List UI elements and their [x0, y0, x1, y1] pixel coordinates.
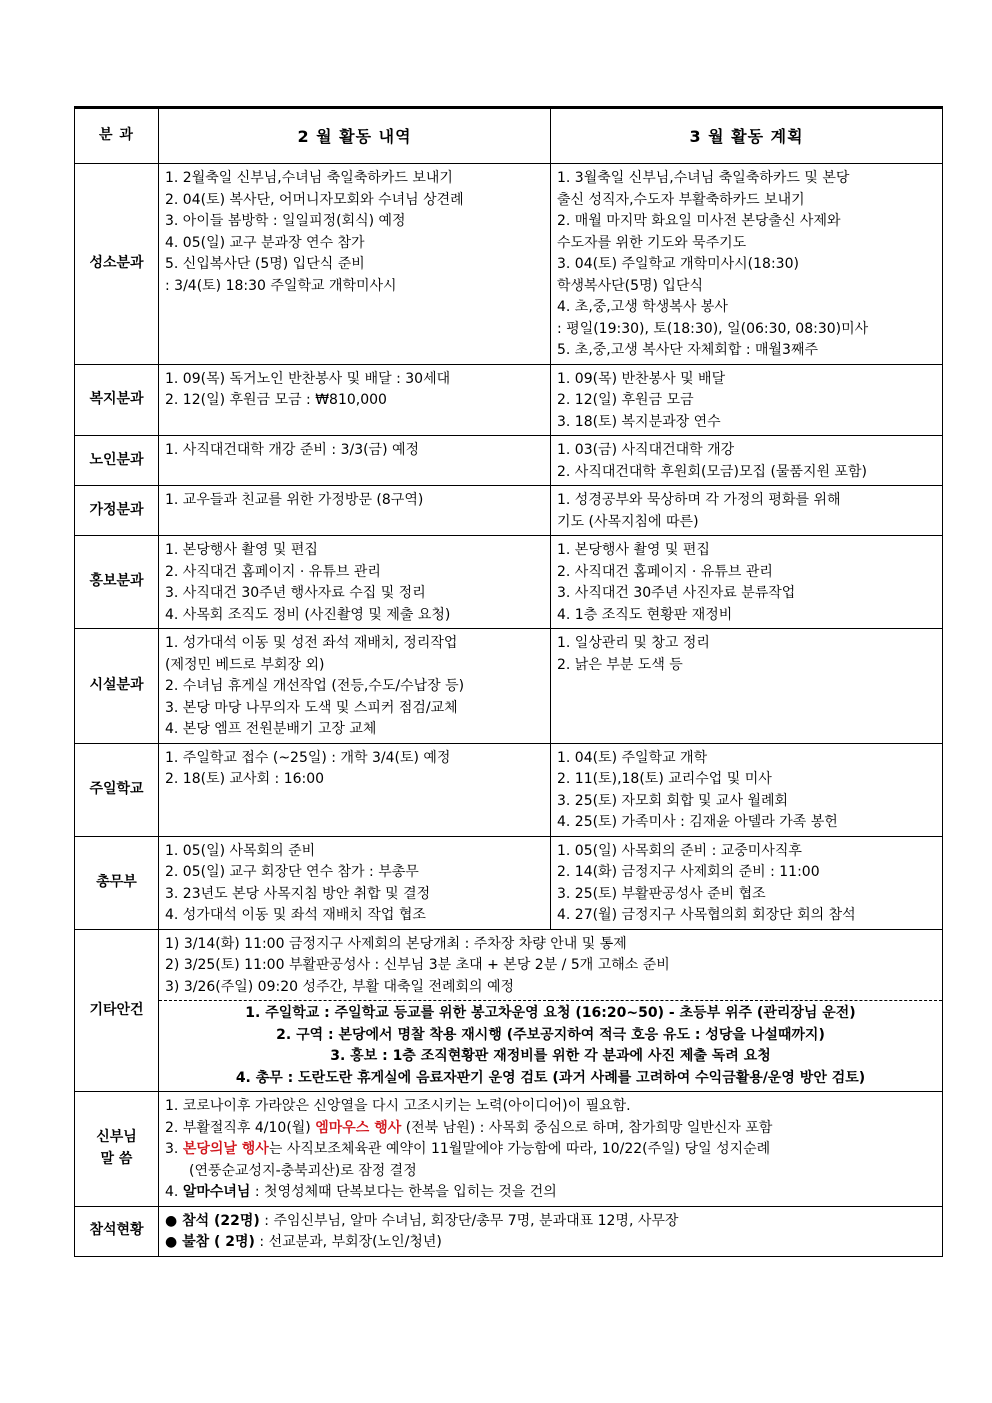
list-item: 1. 성가대석 이동 및 성전 좌석 재배치, 정리작업	[165, 635, 458, 651]
list-item: 3. 아이들 봄방학 : 일일피정(회식) 예정	[165, 213, 406, 229]
priest-remark-1: 1. 코로나이후 가라앉은 신앙열을 다시 고조시키는 노력(아이디어)이 필요함.	[165, 1098, 631, 1114]
list-item: 학생복사단(5명) 입단식	[557, 277, 703, 294]
header-february: 2 월 활동 내역	[159, 108, 551, 164]
list-item: 1. 09(목) 독거노인 반찬봉사 및 배달 : 30세대	[165, 370, 451, 387]
list-item: 4. 본당 엠프 전원분배기 고장 교체	[165, 721, 377, 737]
february-activities	[159, 743, 551, 836]
list-item: 3. 04(토) 주일학교 개학미사시(18:30)	[557, 256, 799, 272]
header-division: 분 과	[75, 108, 159, 164]
priest-label-line2: 말 씀	[100, 1150, 133, 1167]
list-item: 1. 09(목) 반찬봉사 및 배달	[557, 370, 726, 387]
priest-remark-4	[165, 1182, 936, 1204]
march-plans	[551, 486, 943, 536]
table-row	[75, 486, 943, 536]
header-march: 3 월 활동 계획	[551, 108, 943, 164]
list-item: 1. 04(토) 주일학교 개학	[557, 749, 708, 766]
list-item: 4. 초,중,고생 학생복사 봉사	[557, 299, 728, 315]
march-plans	[551, 364, 943, 436]
march-plans	[551, 629, 943, 744]
priest-label	[75, 1092, 159, 1207]
table-row	[75, 629, 943, 744]
list-item: 1. 사직대건대학 개강 준비 : 3/3(금) 예정	[165, 442, 420, 458]
misc-bottom-items	[159, 1001, 943, 1092]
department-name: 노인분과	[75, 436, 159, 486]
march-plans	[551, 743, 943, 836]
priest-remark-2-b: (전북 남원) : 사목회 중심으로 하며, 참가희망 일반신자 포함	[401, 1119, 773, 1136]
february-activities	[159, 836, 551, 929]
list-item: 2. 낡은 부분 도색 등	[557, 656, 683, 673]
list-item: 2. 구역 : 본당에서 명찰 착용 재시행 (주보공지하여 적극 호응 유도 : 성당을 나설때까지)	[276, 1026, 825, 1043]
list-item: : 평일(19:30), 토(18:30), 일(06:30, 08:30)미사	[557, 320, 869, 337]
priest-remark-3-b: 는 사직보조체육관 예약이 11월말에야 가능함에 따라, 10/22(주일) 당일 성지순례	[268, 1141, 771, 1157]
table-header-row	[75, 108, 943, 164]
list-item: 4. 05(일) 교구 분과장 연수 참가	[165, 234, 365, 251]
list-item: 1. 05(일) 사목회의 준비	[165, 842, 316, 859]
list-item: : 3/4(토) 18:30 주일학교 개학미사시	[165, 277, 397, 294]
list-item: 2. 05(일) 교구 회장단 연수 참가 : 부총무	[165, 864, 419, 880]
department-name: 홍보분과	[75, 536, 159, 629]
attendance-present-label: ● 참석 (22명)	[165, 1212, 260, 1229]
list-item: 1. 03(금) 사직대건대학 개강	[557, 442, 735, 458]
list-item: 4. 25(토) 가족미사 : 김재윤 아델라 가족 봉헌	[557, 814, 838, 830]
list-item: 5. 초,중,고생 복사단 자체회합 : 매월3째주	[557, 342, 818, 358]
february-activities	[159, 164, 551, 365]
list-item: 1. 주일학교 : 주일학교 등교를 위한 봉고차운영 요청 (16:20~50) - 초등부 위주 (관리장님 운전)	[245, 1005, 856, 1021]
list-item: 4. 성가대석 이동 및 좌석 재배치 작업 협조	[165, 907, 426, 923]
priest-remark-4-b: : 첫영성체때 단복보다는 한복을 입히는 것을 건의	[250, 1184, 557, 1200]
list-item: 1. 본당행사 촬영 및 편집	[557, 542, 710, 558]
attendance-absent-text: : 선교분과, 부회장(노인/청년)	[254, 1234, 442, 1250]
attendance-absent-label: ● 불참 ( 2명)	[165, 1234, 255, 1250]
meeting-minutes-table	[74, 106, 943, 1257]
department-name: 시설분과	[75, 629, 159, 744]
list-item: 2. 사직대건 홈페이지 · 유튜브 관리	[557, 563, 773, 580]
department-name: 주일학교	[75, 743, 159, 836]
list-item: 3. 25(토) 자모회 회합 및 교사 월례회	[557, 792, 789, 809]
february-activities	[159, 364, 551, 436]
sister-alma-name: 알마수녀님	[182, 1184, 251, 1200]
list-item: 1. 본당행사 촬영 및 편집	[165, 542, 318, 558]
list-item: 4. 27(월) 금정지구 사목협의회 회장단 회의 참석	[557, 907, 856, 923]
list-item: 수도자를 위한 기도와 묵주기도	[557, 234, 747, 251]
list-item: 3. 홍보 : 1층 조직현황판 재정비를 위한 각 분과에 사진 제출 독려 요청	[330, 1048, 771, 1064]
february-activities	[159, 629, 551, 744]
list-item: 1) 3/14(화) 11:00 금정지구 사제회의 본당개최 : 주차장 차량 안내 및 통제	[165, 935, 627, 952]
department-name: 총무부	[75, 836, 159, 929]
march-plans	[551, 536, 943, 629]
list-item: 2. 매월 마지막 화요일 미사전 본당출신 사제와	[557, 213, 841, 229]
list-item: 3. 사직대건 30주년 사진자료 분류작업	[557, 585, 796, 601]
list-item: 5. 신입복사단 (5명) 입단식 준비	[165, 256, 365, 272]
attendance-row	[75, 1206, 943, 1256]
attendance-details	[159, 1206, 943, 1256]
list-item: 4. 사목회 조직도 정비 (사진촬영 및 제출 요청)	[165, 606, 451, 623]
list-item: 4. 1층 조직도 현황판 재정비	[557, 606, 733, 623]
department-name: 가정분과	[75, 486, 159, 536]
misc-row-bottom	[75, 1001, 943, 1092]
list-item: 1. 성경공부와 묵상하며 각 가정의 평화를 위해	[557, 492, 841, 508]
attendance-present	[165, 1211, 936, 1233]
list-item: 2. 11(토),18(토) 교리수업 및 미사	[557, 771, 772, 787]
list-item: 1. 교우들과 친교를 위한 가정방문 (8구역)	[165, 492, 424, 508]
list-item: 2. 사직대건 홈페이지 · 유튜브 관리	[165, 563, 381, 580]
misc-row-top	[75, 929, 943, 1001]
priest-remark-2	[165, 1118, 936, 1140]
list-item: 2. 12(일) 후원금 모금 : ₩810,000	[165, 392, 387, 408]
table-row	[75, 836, 943, 929]
list-item: 1. 2월축일 신부님,수녀님 축일축하카드 보내기	[165, 170, 453, 186]
parish-day-highlight: 본당의날 행사	[182, 1141, 269, 1157]
list-item: (제정민 베드로 부회장 외)	[165, 656, 325, 673]
list-item: 3. 25(토) 부활판공성사 준비 협조	[557, 885, 766, 902]
attendance-present-text: : 주임신부님, 알마 수녀님, 회장단/총무 7명, 분과대표 12명, 사무장	[259, 1212, 679, 1229]
department-name: 성소분과	[75, 164, 159, 365]
list-item: 2. 04(토) 복사단, 어머니자모회와 수녀님 상견례	[165, 191, 464, 208]
misc-label: 기타안건	[75, 929, 159, 1092]
list-item: 1. 3월축일 신부님,수녀님 축일축하카드 및 본당	[557, 170, 850, 186]
table-row	[75, 364, 943, 436]
february-activities	[159, 486, 551, 536]
table-row	[75, 164, 943, 365]
misc-top-items	[159, 929, 943, 1001]
priest-remark-3-a: 3.	[165, 1141, 183, 1157]
priest-remark-4-a: 4.	[165, 1184, 183, 1200]
list-item: 2. 18(토) 교사회 : 16:00	[165, 771, 325, 787]
department-name: 복지분과	[75, 364, 159, 436]
list-item: 3. 18(토) 복지분과장 연수	[557, 413, 721, 430]
list-item: 2. 수녀님 휴게실 개선작업 (전등,수도/수납장 등)	[165, 678, 465, 694]
february-activities	[159, 436, 551, 486]
table-row	[75, 436, 943, 486]
march-plans	[551, 164, 943, 365]
list-item: 2) 3/25(토) 11:00 부활판공성사 : 신부님 3분 초대 + 본당 2분 / 5개 고해소 준비	[165, 957, 670, 973]
priest-remark-2-a: 2. 부활절직후 4/10(월)	[165, 1119, 316, 1136]
list-item: 1. 05(일) 사목회의 준비 : 교중미사직후	[557, 842, 802, 859]
attendance-label: 참석현황	[75, 1206, 159, 1256]
department-rows	[75, 164, 943, 930]
priest-remark-3	[165, 1139, 936, 1161]
list-item: 1. 일상관리 및 창고 정리	[557, 635, 710, 651]
list-item: 3) 3/26(주일) 09:20 성주간, 부활 대축일 전례회의 예정	[165, 978, 515, 995]
list-item: 2. 14(화) 금정지구 사제회의 준비 : 11:00	[557, 864, 820, 880]
february-activities	[159, 536, 551, 629]
priest-remark-3-cont: (연풍순교성지-충북괴산)로 잠정 결정	[189, 1162, 417, 1179]
list-item: 3. 본당 마당 나무의자 도색 및 스피커 점검/교체	[165, 699, 458, 716]
list-item: 2. 12(일) 후원금 모금	[557, 392, 694, 408]
list-item: 기도 (사목지침에 따른)	[557, 513, 699, 530]
attendance-absent	[165, 1232, 936, 1254]
priest-row	[75, 1092, 943, 1207]
march-plans	[551, 436, 943, 486]
march-plans	[551, 836, 943, 929]
table-row	[75, 743, 943, 836]
list-item: 1. 주일학교 접수 (~25일) : 개학 3/4(토) 예정	[165, 749, 451, 766]
priest-label-line1: 신부님	[96, 1129, 137, 1146]
table-row	[75, 536, 943, 629]
list-item: 3. 사직대건 30주년 행사자료 수집 및 정리	[165, 585, 426, 601]
emmaus-event-highlight: 엠마우스 행사	[315, 1119, 402, 1136]
list-item: 출신 성직자,수도자 부활축하카드 보내기	[557, 191, 805, 208]
list-item: 2. 사직대건대학 후원회(모금)모집 (물품지원 포함)	[557, 463, 867, 480]
list-item: 3. 23년도 본당 사목지침 방안 취합 및 결정	[165, 885, 431, 902]
priest-remarks	[159, 1092, 943, 1207]
list-item: 4. 총무 : 도란도란 휴게실에 음료자판기 운영 검토 (과거 사례를 고려하여 수익금활용/운영 방안 검토)	[235, 1069, 866, 1086]
